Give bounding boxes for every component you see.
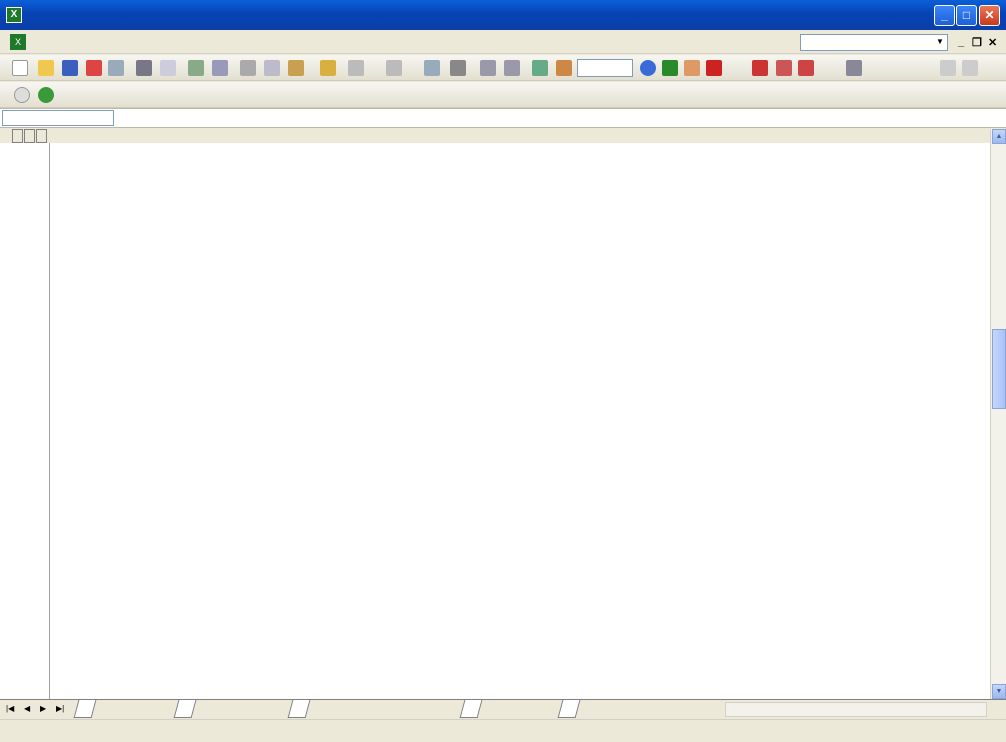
copy-icon[interactable]: [264, 60, 280, 76]
refresh-icon[interactable]: [14, 87, 30, 103]
drawing-icon[interactable]: [556, 60, 572, 76]
print-preview-icon[interactable]: [160, 60, 176, 76]
macro-icon[interactable]: [684, 60, 700, 76]
outline-level-2-button[interactable]: [24, 129, 35, 143]
print-icon[interactable]: [136, 60, 152, 76]
tab-detail-bewertung[interactable]: [558, 700, 581, 718]
menu-bar: [0, 30, 1006, 54]
permission-icon[interactable]: [86, 60, 102, 76]
forward-icon[interactable]: [962, 60, 978, 76]
tab-kennzahlen[interactable]: [74, 700, 97, 718]
undo-icon[interactable]: [348, 60, 364, 76]
scroll-down-icon[interactable]: ▼: [992, 684, 1006, 699]
tab-kapitalstruktur[interactable]: [174, 700, 197, 718]
excel-icon[interactable]: X: [6, 7, 22, 23]
process-icon[interactable]: [38, 87, 54, 103]
zoom-select[interactable]: [577, 59, 633, 77]
email-icon[interactable]: [108, 60, 124, 76]
vertical-scrollbar[interactable]: [990, 129, 1006, 699]
minimize-button[interactable]: _: [934, 5, 955, 26]
outline-gutter: [0, 143, 50, 699]
run-icon[interactable]: [662, 60, 678, 76]
prev-sheet-icon[interactable]: ◀: [24, 704, 31, 713]
help-icon[interactable]: [640, 60, 656, 76]
percent-icon[interactable]: [846, 60, 862, 76]
cut-icon[interactable]: [240, 60, 256, 76]
doc-minimize-button[interactable]: _: [958, 36, 965, 48]
sort-ascending-icon[interactable]: [480, 60, 496, 76]
last-sheet-icon[interactable]: ▶|: [56, 704, 65, 713]
first-sheet-icon[interactable]: |◀: [6, 704, 15, 713]
formula-bar: [0, 108, 1006, 128]
businessplan-toolbar: [0, 82, 1006, 108]
close-button[interactable]: ✕: [979, 5, 1000, 26]
spelling-icon[interactable]: [188, 60, 204, 76]
autosum-icon[interactable]: [450, 60, 466, 76]
title-bar: [0, 0, 1006, 30]
pdf-convert-icon[interactable]: [752, 60, 768, 76]
format-painter-icon[interactable]: [320, 60, 336, 76]
next-sheet-icon[interactable]: ▶: [40, 704, 47, 713]
tab-detail-kapitalstruktur[interactable]: [288, 700, 311, 718]
spreadsheet-grid[interactable]: [0, 143, 990, 699]
pdf-email-icon[interactable]: [776, 60, 792, 76]
document-icon[interactable]: X: [10, 34, 26, 50]
paste-icon[interactable]: [288, 60, 304, 76]
status-bar: [0, 719, 1006, 742]
sheet-tab-bar: [0, 699, 1006, 719]
new-icon[interactable]: [12, 60, 28, 76]
outline-level-3-button[interactable]: [36, 129, 47, 143]
research-icon[interactable]: [212, 60, 228, 76]
horizontal-scrollbar[interactable]: [725, 702, 987, 717]
maximize-button[interactable]: □: [956, 5, 977, 26]
hyperlink-icon[interactable]: [424, 60, 440, 76]
scroll-up-icon[interactable]: ▲: [992, 129, 1006, 144]
chart-wizard-icon[interactable]: [532, 60, 548, 76]
save-icon[interactable]: [62, 60, 78, 76]
standard-toolbar: [0, 55, 1006, 81]
ask-dropdown-icon[interactable]: ▼: [936, 37, 944, 46]
pdf-review-icon[interactable]: [798, 60, 814, 76]
redo-icon[interactable]: [386, 60, 402, 76]
doc-restore-button[interactable]: ❐: [972, 37, 982, 49]
tab-bewertung[interactable]: [460, 700, 483, 718]
doc-close-button[interactable]: ✕: [988, 37, 998, 49]
open-icon[interactable]: [38, 60, 54, 76]
outline-level-1-button[interactable]: [12, 129, 23, 143]
back-icon[interactable]: [940, 60, 956, 76]
name-box[interactable]: [2, 110, 114, 126]
sort-descending-icon[interactable]: [504, 60, 520, 76]
scroll-thumb[interactable]: [992, 329, 1006, 409]
pdf-icon[interactable]: [706, 60, 722, 76]
ask-question-input[interactable]: [800, 34, 948, 51]
